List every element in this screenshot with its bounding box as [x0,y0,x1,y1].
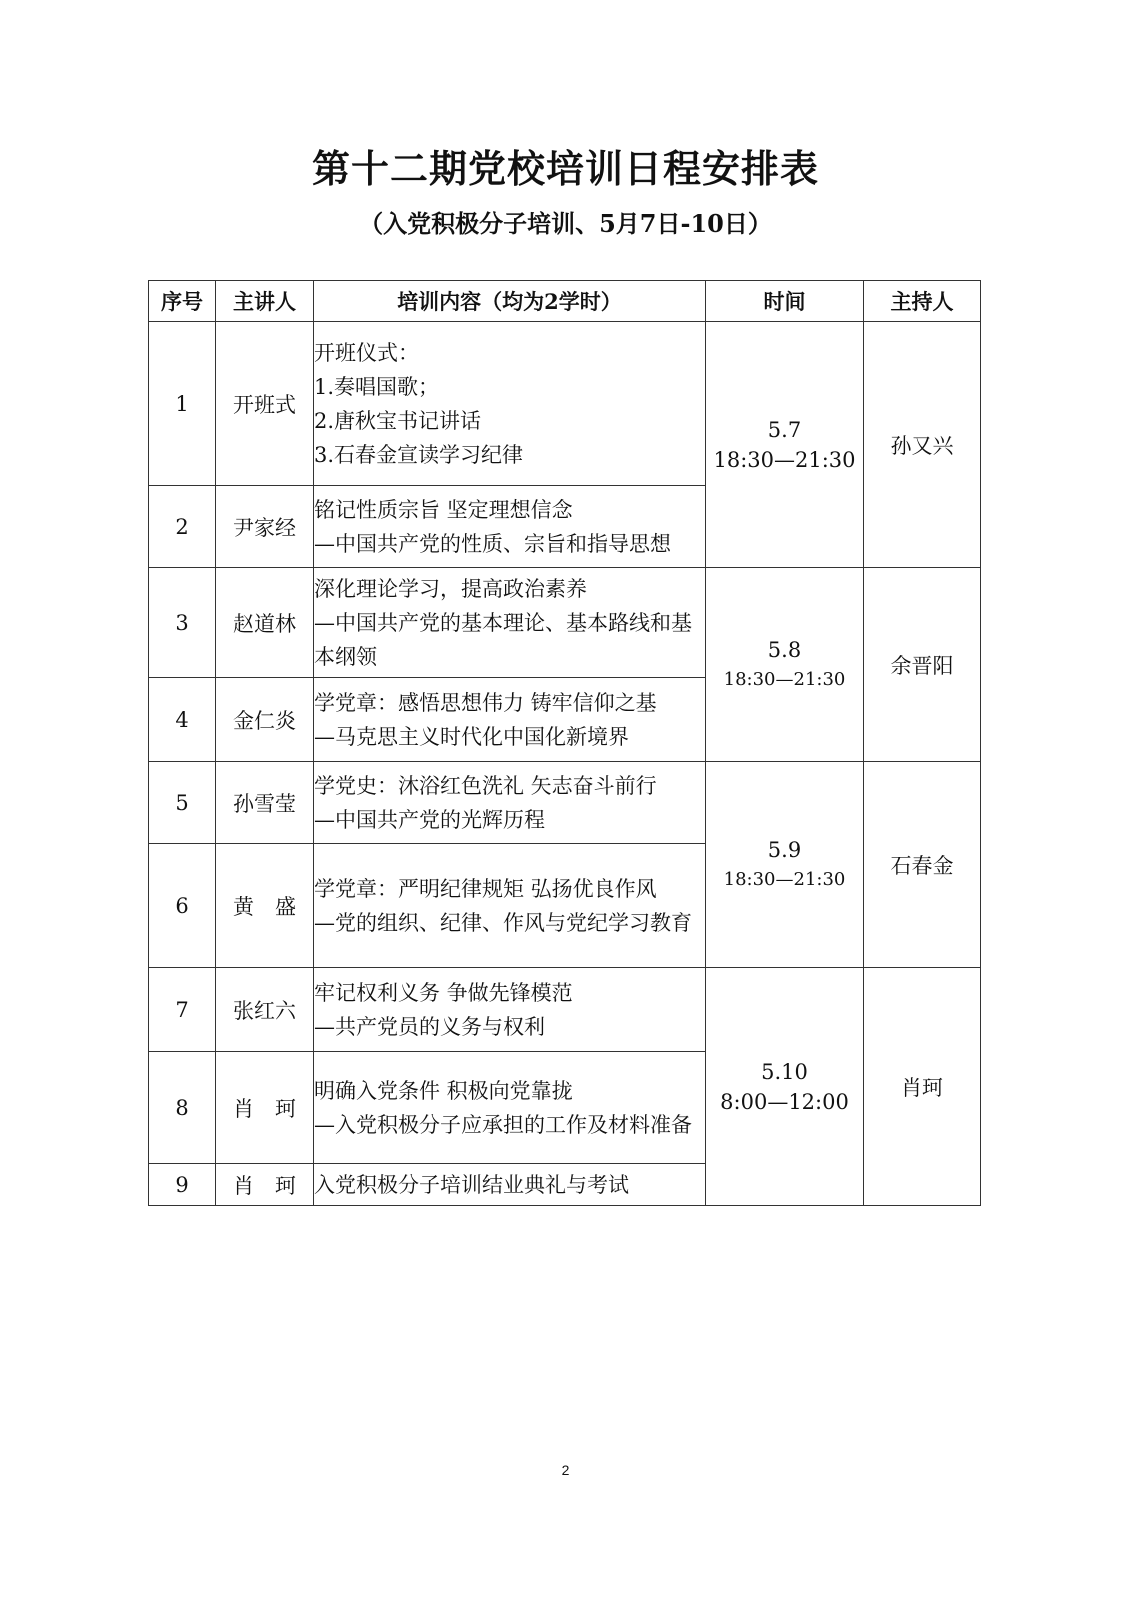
row-num: 9 [149,1164,216,1206]
session-host: 肖珂 [864,968,981,1206]
row-content [314,1052,706,1164]
row-content [314,1164,706,1206]
row-num: 2 [149,486,216,568]
schedule-table [148,280,981,1206]
content-line: 牢记权利义务 争做先锋模范 [314,980,573,1005]
header-speaker: 主讲人 [216,281,314,322]
row-num: 1 [149,322,216,486]
document-subtitle: （入党积极分子培训、5月7日-10日） [359,209,772,238]
row-content [314,762,706,844]
row-speaker: 孙雪莹 [216,762,314,844]
content-line: 铭记性质宗旨 坚定理想信念 [314,497,573,522]
session-hours: 18:30—21:30 [723,868,846,890]
content-line: 2.唐秋宝书记讲话 [314,408,482,433]
row-num: 3 [149,568,216,678]
row-content [314,568,706,678]
session-time [706,968,864,1206]
content-line: 入党积极分子培训结业典礼与考试 [314,1172,629,1197]
content-line: —中国共产党的性质、宗旨和指导思想 [314,531,671,556]
content-line: 3.石春金宣读学习纪律 [314,442,524,467]
session-host: 余晋阳 [864,568,981,762]
row-speaker: 尹家经 [216,486,314,568]
content-line: 学党史：沐浴红色洗礼 矢志奋斗前行 [314,773,657,798]
session-host: 石春金 [864,762,981,968]
session-hours: 8:00—12:00 [720,1089,849,1114]
table-row [149,568,981,678]
row-content [314,322,706,486]
table-row [149,322,981,486]
row-content [314,968,706,1052]
table-row [149,762,981,844]
content-line: —党的组织、纪律、作风与党纪学习教育 [314,910,692,935]
content-line: 开班仪式： [314,340,419,365]
row-speaker: 肖 珂 [216,1052,314,1164]
content-line: —中国共产党的基本理论、基本路线和基本纲领 [314,610,692,669]
session-date: 5.10 [761,1059,808,1084]
content-line: 1.奏唱国歌； [314,374,440,399]
content-line: 学党章：感悟思想伟力 铸牢信仰之基 [314,690,657,715]
row-speaker: 开班式 [216,322,314,486]
row-speaker: 金仁炎 [216,678,314,762]
row-num: 4 [149,678,216,762]
content-line: —马克思主义时代化中国化新境界 [314,724,629,749]
header-host: 主持人 [864,281,981,322]
session-time [706,762,864,968]
session-date: 5.7 [767,417,802,442]
session-host: 孙又兴 [864,322,981,568]
header-content: 培训内容（均为2学时） [314,281,706,322]
row-num: 7 [149,968,216,1052]
row-num: 5 [149,762,216,844]
page-number: 2 [561,1462,570,1478]
row-speaker: 赵道林 [216,568,314,678]
session-hours: 18:30—21:30 [713,447,856,472]
row-num: 6 [149,844,216,968]
content-line: —共产党员的义务与权利 [314,1014,545,1039]
content-line: —中国共产党的光辉历程 [314,807,545,832]
content-line: 明确入党条件 积极向党靠拢 [314,1078,573,1103]
row-speaker: 黄 盛 [216,844,314,968]
session-time [706,322,864,568]
table-header-row [149,281,981,322]
session-date: 5.9 [767,837,802,862]
row-speaker: 肖 珂 [216,1164,314,1206]
header-num: 序号 [149,281,216,322]
row-content [314,486,706,568]
row-content [314,678,706,762]
document-title: 第十二期党校培训日程安排表 [311,146,819,191]
header-time: 时间 [706,281,864,322]
session-time [706,568,864,762]
row-content [314,844,706,968]
content-line: 深化理论学习，提高政治素养 [314,576,587,601]
session-date: 5.8 [767,637,802,662]
session-hours: 18:30—21:30 [723,668,846,690]
table-row [149,968,981,1052]
row-num: 8 [149,1052,216,1164]
content-line: —入党积极分子应承担的工作及材料准备 [314,1112,692,1137]
row-speaker: 张红六 [216,968,314,1052]
content-line: 学党章：严明纪律规矩 弘扬优良作风 [314,876,657,901]
